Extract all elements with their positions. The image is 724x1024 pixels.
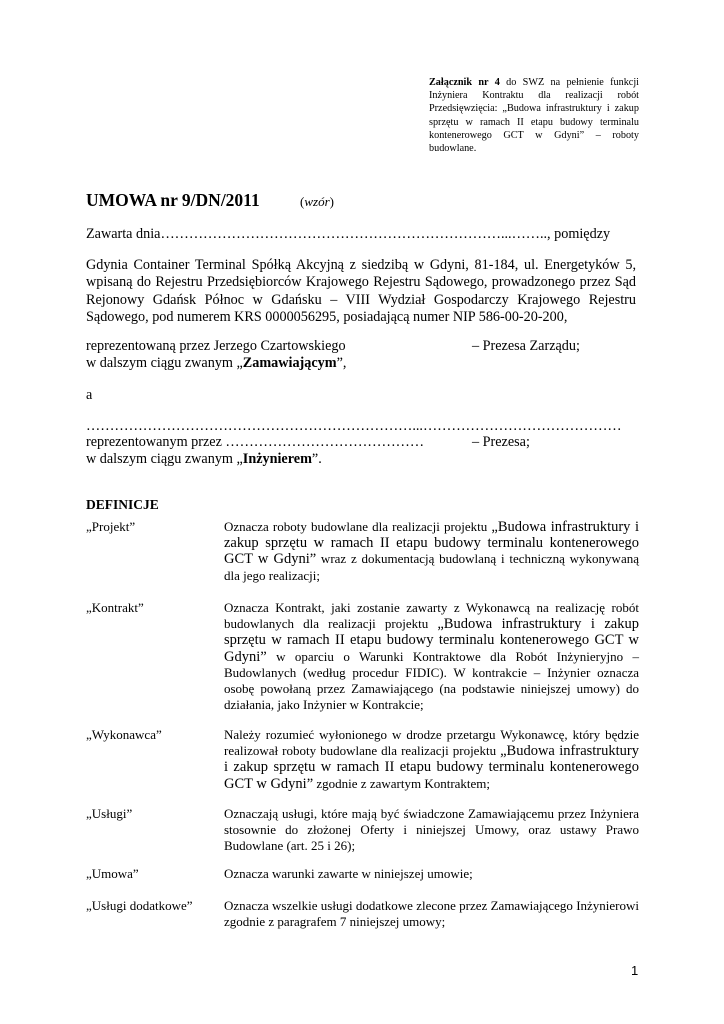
employer-line bbox=[86, 355, 346, 372]
employer-prefix: w dalszym ciągu zwanym „ bbox=[86, 355, 243, 371]
attachment-note bbox=[429, 76, 639, 155]
definition-term: „Usługi dodatkowe” bbox=[86, 898, 193, 913]
represented-role: – Prezesa Zarządu; bbox=[472, 338, 580, 354]
attachment-label: Załącznik nr 4 bbox=[429, 77, 500, 88]
definition-body: Należy rozumieć wyłonionego w drodze przetargu Wykonawcę, który będzie realizował roboty budowlane dla realizacji projektu „Budowa infrastruktury i zakup sprzętu w ramach II etapu budowy terminalu kontenerowego GCT w Gdyni” zgodnie z zawartym Kontraktem; bbox=[224, 727, 639, 792]
definition-body: Oznacza Kontrakt, jaki zostanie zawarty z Wykonawcą na realizację robót budowlanych dla realizacji projektu „Budowa infrastruktury i zakup sprzętu w ramach II etapu budowy terminalu kontenerowego GCT w Gdyni” w oparciu o Warunki Kontraktowe dla Robót Inżynieryjno – Budowlanych (według procedur FIDIC). W kontrakcie – Inżynier oznacza osobę powołaną przez Zamawiającego (na podstawie niniejszej umowy) do działania, jako Inżynier w Kontrakcie; bbox=[224, 600, 639, 713]
definition-term: „Projekt” bbox=[86, 519, 136, 534]
definition-body: Oznacza roboty budowlane dla realizacji projektu „Budowa infrastruktury i zakup sprzętu w ramach II etapu budowy terminalu kontenerowego GCT w Gdyni” wraz z dokumentacją budowlaną i techniczną wykonywaną dla jego realizacji; bbox=[224, 519, 639, 583]
employer-name: Zamawiającym bbox=[242, 355, 337, 371]
engineer-name: Inżynierem bbox=[242, 451, 312, 467]
engineer-line bbox=[86, 451, 322, 468]
and-text: a bbox=[86, 387, 93, 403]
definition-body: Oznaczają usługi, które mają być świadczone Zamawiającemu przez Inżyniera stosownie do złożonej Oferty i niniejszej Umowy, oraz ustawy Prawo Budowlane (art. 25 i 26); bbox=[224, 806, 639, 854]
represented-by: reprezentowaną przez Jerzego Czartowskiego bbox=[86, 338, 346, 354]
definition-term: „Kontrakt” bbox=[86, 600, 144, 615]
engineer-represented: reprezentowanym przez …………………………………… bbox=[86, 434, 425, 450]
concluded-line: Zawarta dnia………………………………………………………………...…….., pomiędzy bbox=[86, 226, 611, 242]
definitions-header: DEFINICJE bbox=[86, 497, 159, 512]
engineer-dots: ……………………………………………………………...…………………………………… bbox=[86, 418, 622, 434]
engineer-suffix: ”. bbox=[311, 451, 322, 467]
definition-term: „Umowa” bbox=[86, 866, 139, 881]
contract-title: UMOWA nr 9/DN/2011 bbox=[86, 190, 260, 210]
definition-body: Oznacza warunki zawarte w niniejszej umowie; bbox=[224, 866, 473, 881]
employer-suffix: ”, bbox=[336, 355, 347, 371]
definition-body: Oznacza wszelkie usługi dodatkowe zlecone przez Zamawiającego Inżynierowi zgodnie z paragrafem 7 niniejszej umowy; bbox=[224, 898, 639, 930]
definition-term: „Usługi” bbox=[86, 806, 133, 821]
title-note: (wzór) bbox=[300, 194, 334, 209]
engineer-role: – Prezesa; bbox=[472, 434, 530, 450]
definition-term: „Wykonawca” bbox=[86, 727, 162, 742]
attachment-text: do SWZ na pełnienie funkcji Inżyniera Kontraktu dla realizacji robót Przedsięwzięcia: „Budowa infrastruktury i zakup sprzętu w ramach II etapu budowy terminalu kontenerowego GCT w Gdyni” – roboty budowlane. bbox=[429, 77, 639, 155]
page-number: 1 bbox=[631, 963, 639, 978]
company-paragraph: Gdynia Container Terminal Spółką Akcyjną z siedzibą w Gdyni, 81-184, ul. Energetyków 5, wpisaną do Rejestru Przedsiębiorców Krajowego Rejestru Sądowego, prowadzonego przez Sąd Rejonowy Gdańsk Północ w Gdańsku – VIII Wydział Gospodarczy Krajowego Rejestru Sądowego, pod numerem KRS 0000056295, posiadającą numer NIP 586-00-20-200, bbox=[86, 257, 636, 325]
engineer-prefix: w dalszym ciągu zwanym „ bbox=[86, 451, 243, 467]
